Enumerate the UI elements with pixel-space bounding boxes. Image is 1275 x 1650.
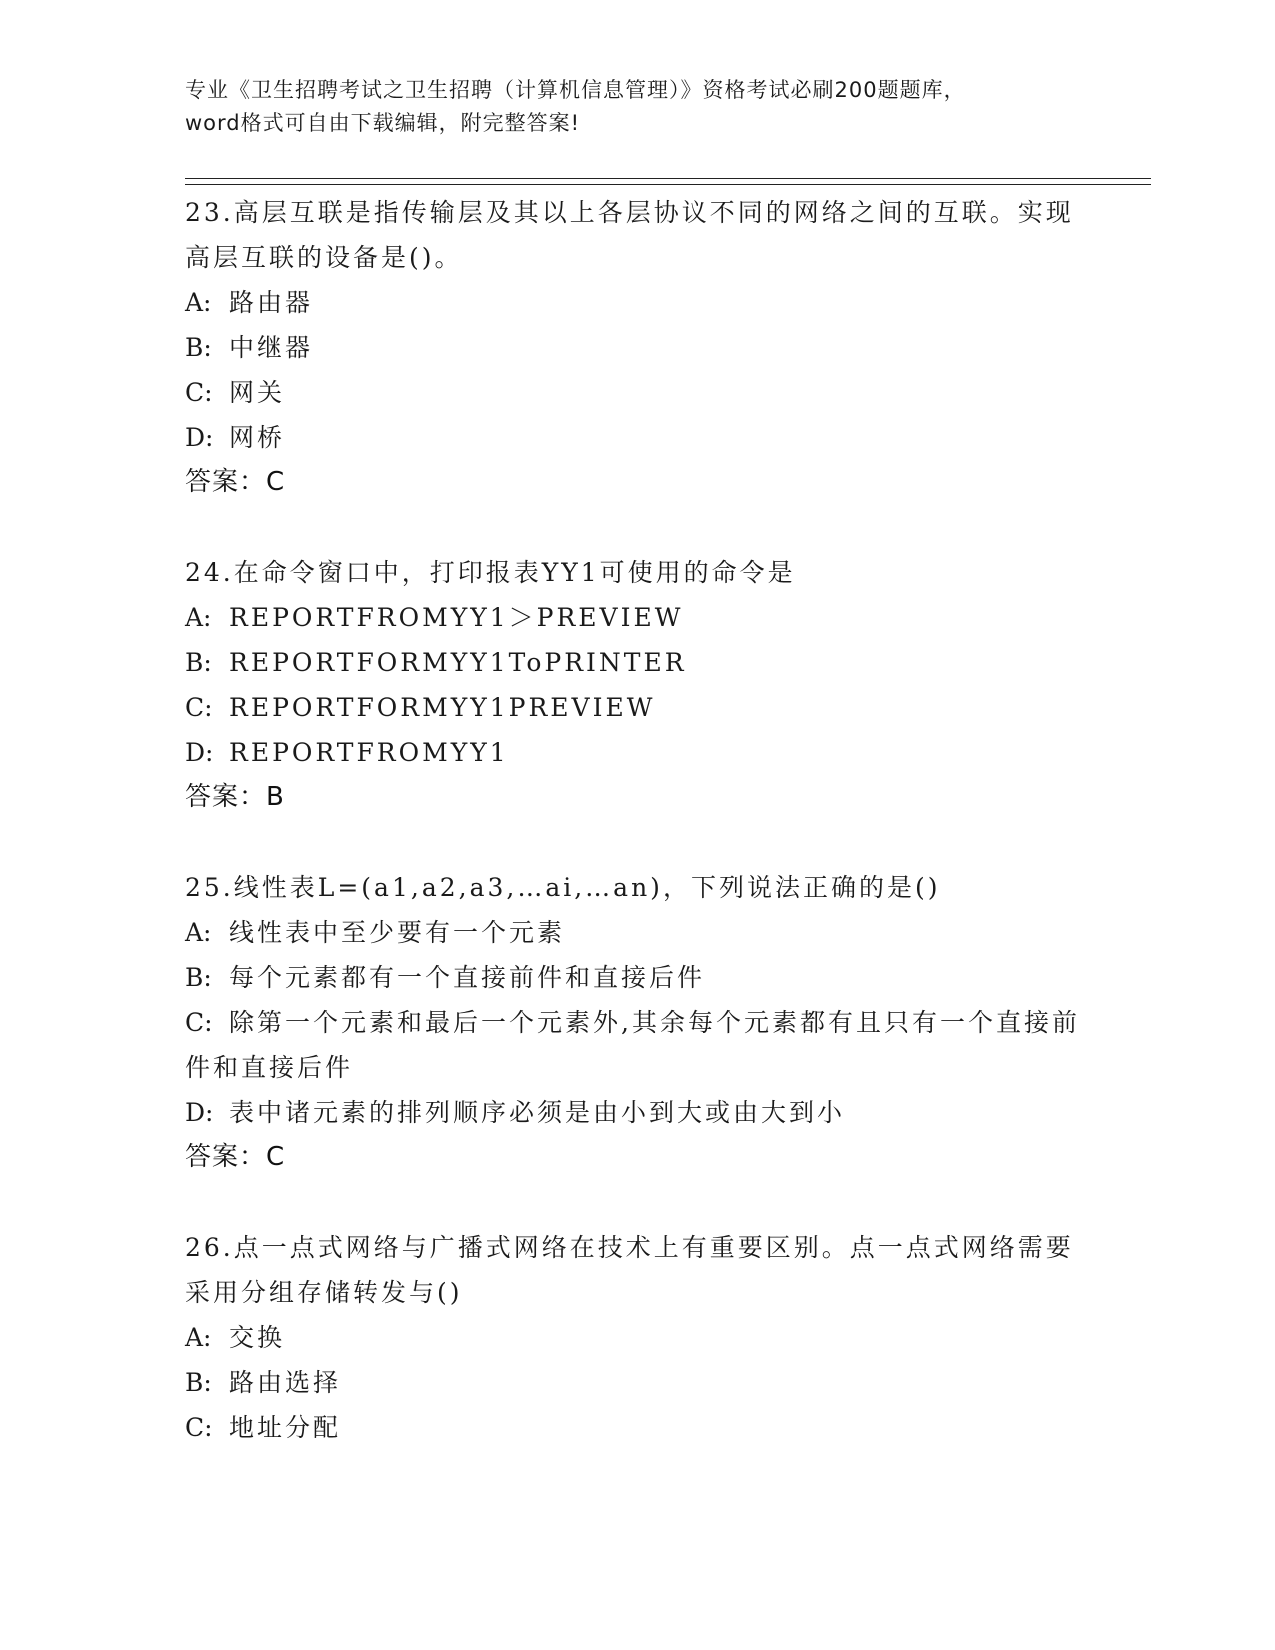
option-text: 除第一个元素和最后一个元素外,其余每个元素都有且只有一个直接前件和直接后件 <box>185 1008 1080 1082</box>
option-text: 交换 <box>229 1323 286 1352</box>
option-c <box>185 685 1085 730</box>
question-23 <box>185 190 1085 505</box>
question-list <box>185 190 1085 1495</box>
option-letter: C: <box>185 378 213 407</box>
option-letter: B: <box>185 1368 212 1397</box>
question-stem: 24.在命令窗口中，打印报表YY1可使用的命令是 <box>185 558 796 587</box>
answer-line: 答案：B <box>185 782 285 812</box>
option-letter: A: <box>185 603 212 632</box>
header-divider-top <box>185 178 1151 179</box>
option-letter: A: <box>185 1323 212 1352</box>
question-24 <box>185 550 1085 820</box>
answer-line: 答案：C <box>185 1142 286 1172</box>
option-text: REPORTFROMYY1 <box>229 738 509 767</box>
question-stem: 23.高层互联是指传输层及其以上各层协议不同的网络之间的互联。实现高层互联的设备是()。 <box>185 198 1074 272</box>
option-b <box>185 640 1085 685</box>
option-b <box>185 1360 1085 1405</box>
option-b <box>185 325 1085 370</box>
option-a <box>185 910 1085 955</box>
option-a <box>185 280 1085 325</box>
header-line-1: 专业《卫生招聘考试之卫生招聘（计算机信息管理）》资格考试必刷200题题库， <box>185 78 966 102</box>
option-letter: A: <box>185 918 212 947</box>
header-divider-bottom <box>185 184 1151 185</box>
option-text: REPORTFROMYY1＞PREVIEW <box>229 603 684 632</box>
option-letter: D: <box>185 423 214 452</box>
question-26 <box>185 1225 1085 1450</box>
option-text: 中继器 <box>229 333 314 362</box>
question-stem: 25.线性表L=(a1,a2,a3,…ai,…an)，下列说法正确的是() <box>185 873 941 902</box>
option-text: REPORTFORMYY1ToPRINTER <box>229 648 687 677</box>
option-text: 网桥 <box>229 423 286 452</box>
option-letter: C: <box>185 693 213 722</box>
option-letter: C: <box>185 1008 213 1037</box>
option-letter: A: <box>185 288 212 317</box>
option-text: 线性表中至少要有一个元素 <box>229 918 566 947</box>
document-header <box>185 74 1085 140</box>
option-letter: D: <box>185 738 214 767</box>
option-text: 网关 <box>229 378 286 407</box>
option-text: 每个元素都有一个直接前件和直接后件 <box>229 963 706 992</box>
option-letter: B: <box>185 648 212 677</box>
option-letter: B: <box>185 963 212 992</box>
option-text: 地址分配 <box>229 1413 342 1442</box>
option-a <box>185 595 1085 640</box>
option-text: 表中诸元素的排列顺序必须是由小到大或由大到小 <box>229 1098 846 1127</box>
option-a <box>185 1315 1085 1360</box>
option-b <box>185 955 1085 1000</box>
header-line-2: word格式可自由下载编辑，附完整答案! <box>185 111 581 135</box>
option-c <box>185 1000 1085 1090</box>
option-d <box>185 415 1085 460</box>
answer-line: 答案：C <box>185 467 286 497</box>
option-text: 路由器 <box>229 288 314 317</box>
option-letter: B: <box>185 333 212 362</box>
option-text: 路由选择 <box>229 1368 342 1397</box>
question-25 <box>185 865 1085 1180</box>
option-d <box>185 1090 1085 1135</box>
option-d <box>185 730 1085 775</box>
option-c <box>185 370 1085 415</box>
question-stem: 26.点一点式网络与广播式网络在技术上有重要区别。点一点式网络需要采用分组存储转发与() <box>185 1233 1074 1307</box>
option-text: REPORTFORMYY1PREVIEW <box>229 693 656 722</box>
option-c <box>185 1405 1085 1450</box>
option-letter: C: <box>185 1413 213 1442</box>
option-letter: D: <box>185 1098 214 1127</box>
